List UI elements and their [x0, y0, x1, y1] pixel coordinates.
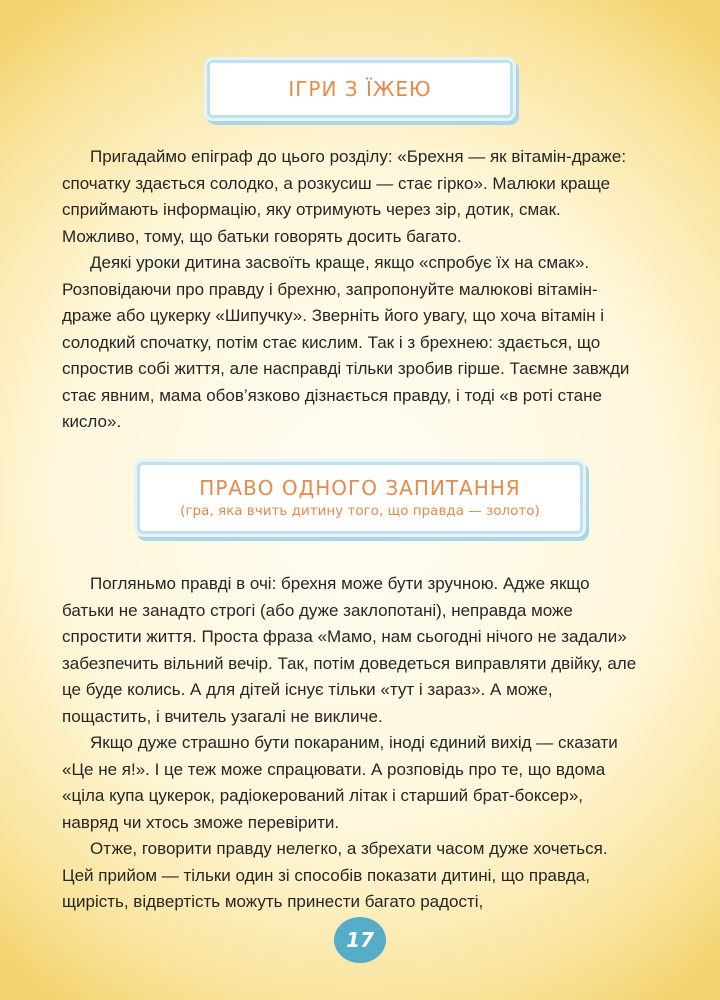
section-title-banner-food-games: [207, 60, 513, 118]
text-block-food-games: [62, 144, 642, 436]
section-subtitle-one-question: (гра, яка вчить дитину того, що правда — золото): [180, 503, 540, 519]
page-number-badge: 17: [334, 917, 386, 963]
section-title-banner-one-question: [137, 462, 583, 534]
paragraph: Пригадаймо епіграф до цього розділу: «Брехня — як вітамін-драже: спочатку здається солодко, а розкусиш — стає гірко». Малюки краще сприймають інформацію, яку отримують через зір, дотик, смак. Можливо, тому, що батьки говорять досить багато.: [62, 147, 627, 246]
paragraph: Якщо дуже страшно бути покараним, іноді єдиний вихід — сказати «Це не я!». І це теж може спрацювати. А розповідь про те, що вдома «ціла купа цукерок, радіокерований літак і старший брат-боксер», навряд чи хтось зможе перевірити.: [62, 733, 618, 832]
paragraph: Погляньмо правді в очі: брехня може бути зручною. Адже якщо батьки не занадто строгі (або дуже заклопотані), неправда може спростити життя. Проста фраза «Мамо, нам сьогодні нічого не задали» забезпечить вільний вечір. Так, потім доведеться виправляти двійку, але це буде колись. А для дітей існує тільки «тут і зараз». А може, пощастить, і вчитель узагалі не викличе.: [62, 574, 637, 726]
text-block-one-question: [62, 571, 642, 916]
section-title-food-games: ІГРИ З ЇЖЕЮ: [288, 77, 432, 101]
section-title-one-question: ПРАВО ОДНОГО ЗАПИТАННЯ: [199, 476, 521, 500]
paragraph: Деякі уроки дитина засвоїть краще, якщо «спробує їх на смак». Розповідаючи про правду і брехню, запропонуйте малюкові вітамін-драже або цукерку «Шипучку». Зверніть його увагу, що хоча вітамін і солодкий спочатку, потім стає кислим. Так і з брехнею: здається, що спростив собі життя, але насправді тільки зробив гірше. Таємне завжди стає явним, мама обов’язково дізнається правду, і тоді «в роті стане кисло».: [62, 253, 630, 431]
paragraph: Отже, говорити правду нелегко, а збрехати часом дуже хочеться. Цей прийом — тільки один зі способів показати дитині, що правда, щирість, відвертість можуть принести багато радості,: [62, 839, 608, 911]
